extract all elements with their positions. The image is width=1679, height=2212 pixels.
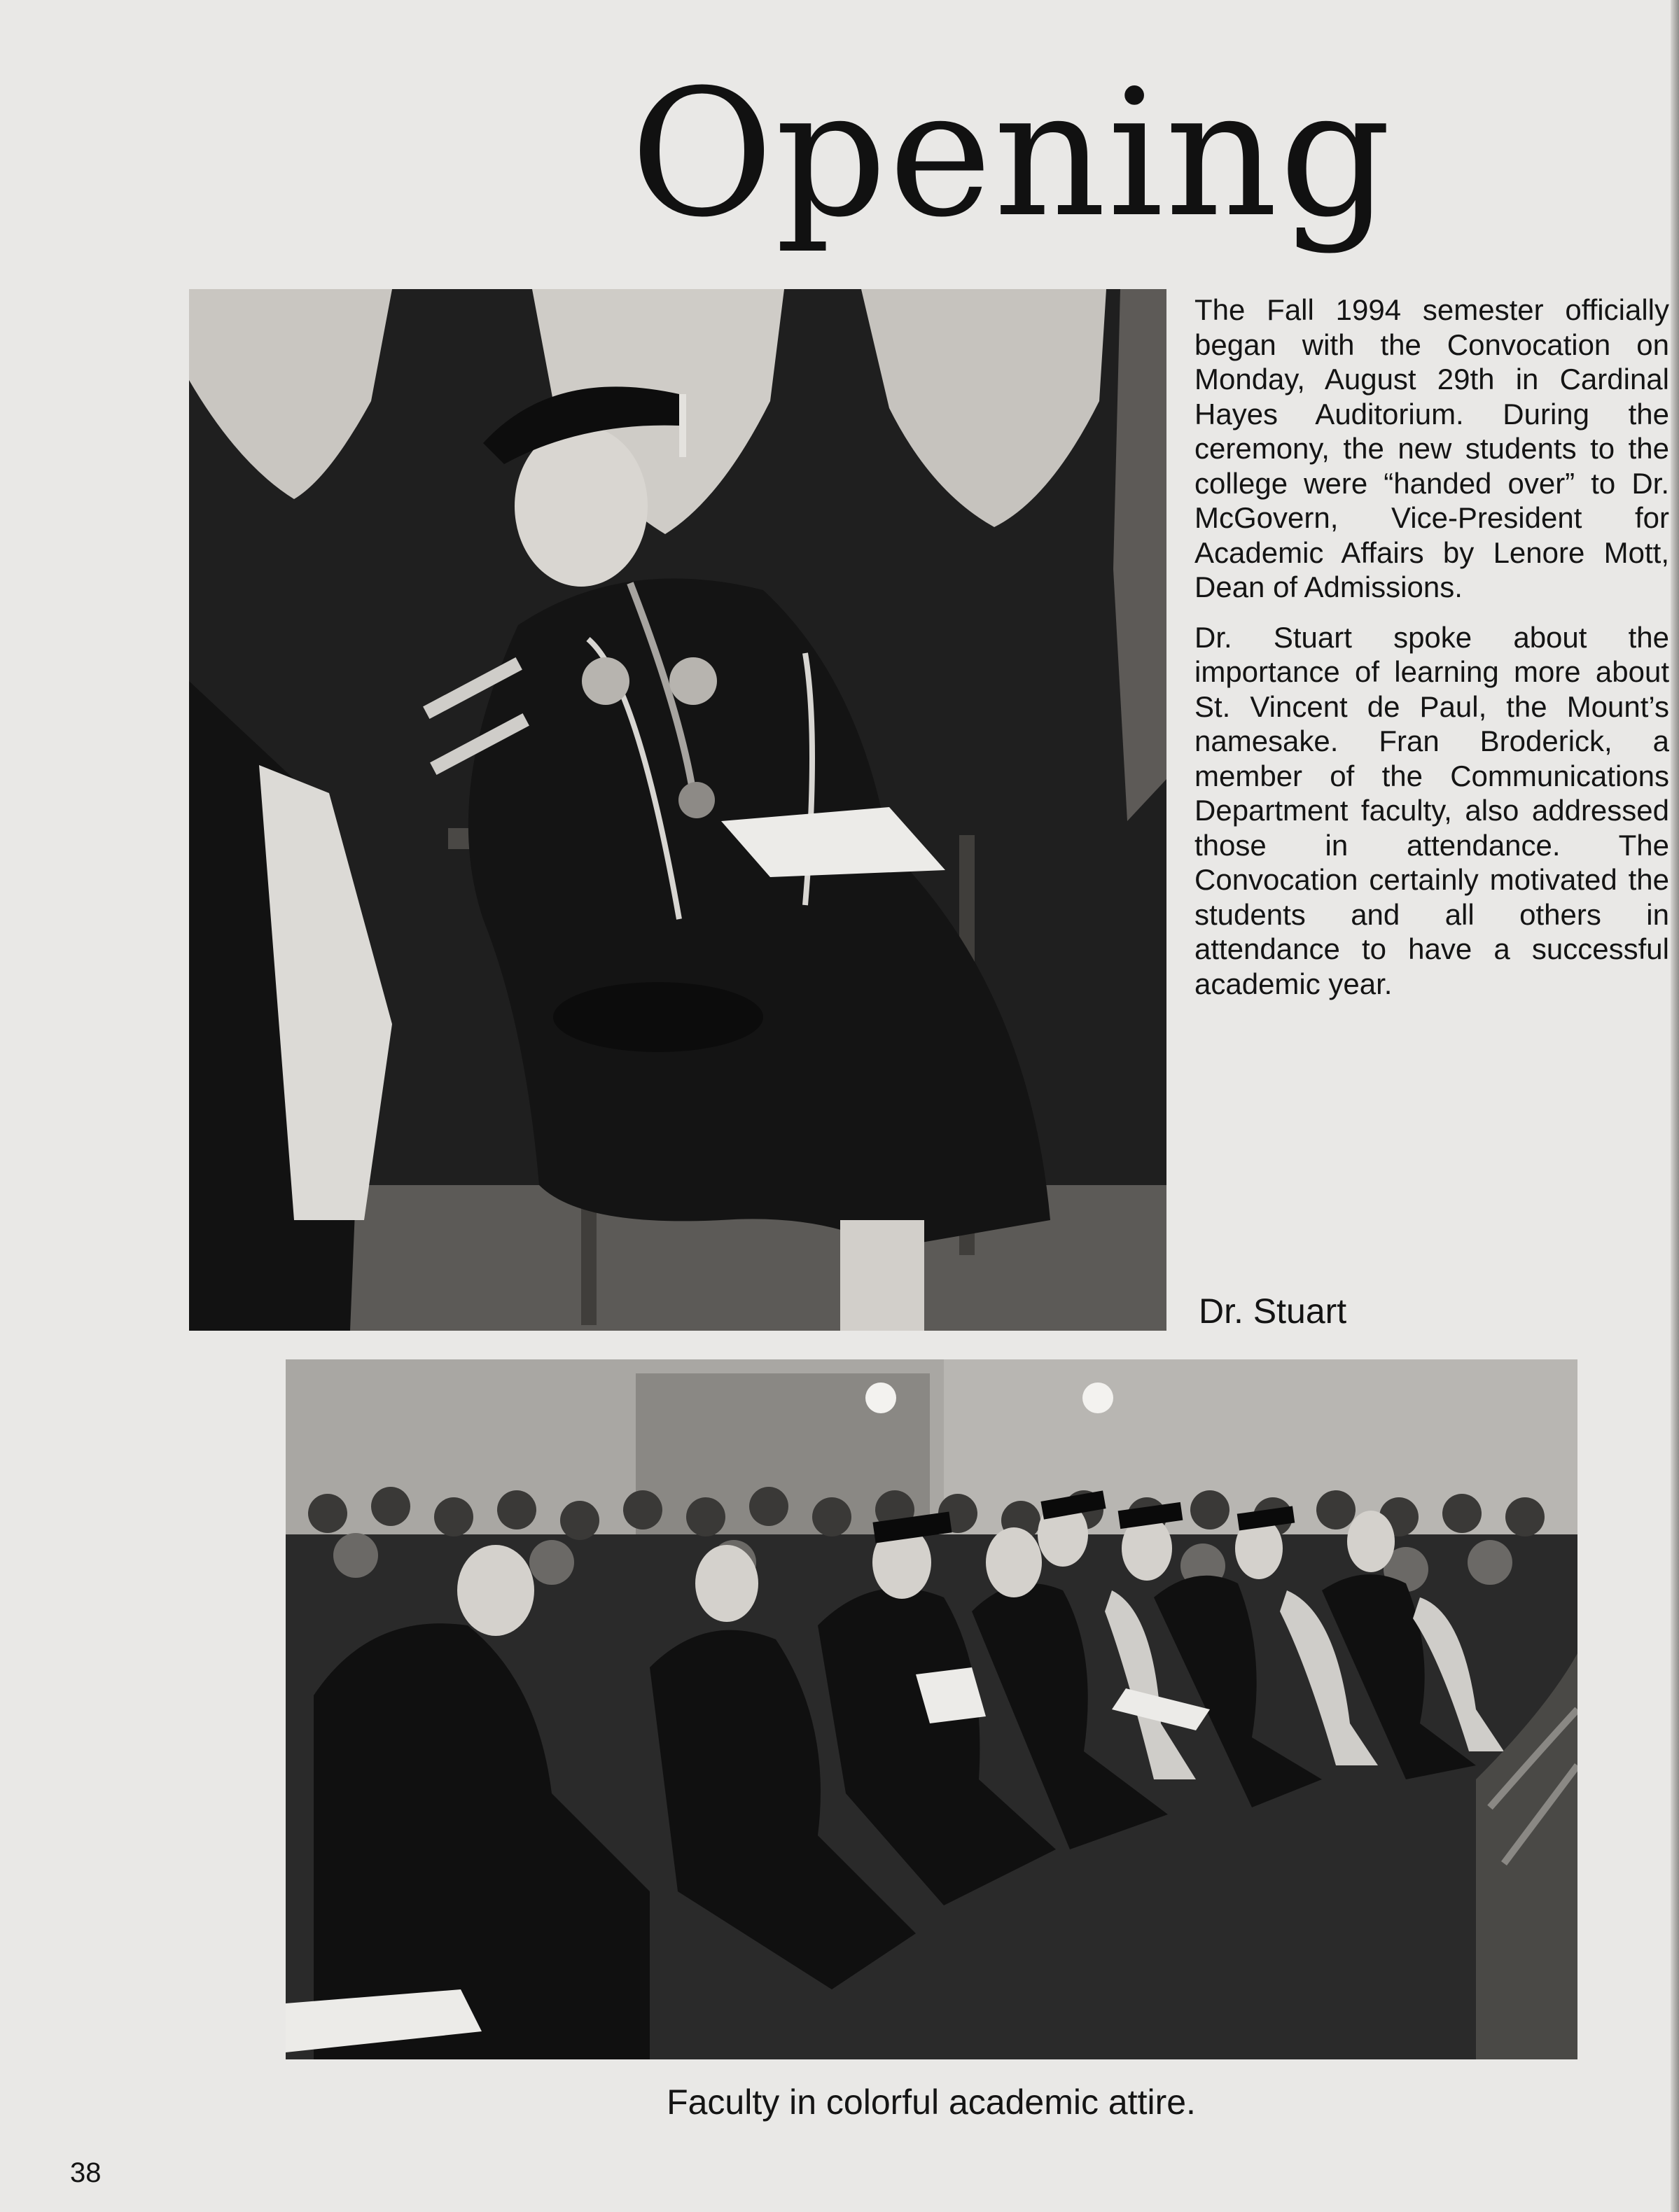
page-title: Opening [630, 52, 1393, 255]
faculty-caption: Faculty in colorful academic attire. [667, 2082, 1196, 2122]
dr-stuart-caption: Dr. Stuart [1199, 1292, 1347, 1331]
page-edge [1671, 0, 1679, 2212]
dr-stuart-photo [189, 289, 1166, 1331]
article-body [1194, 293, 1669, 1016]
page-number: 38 [70, 2157, 102, 2188]
faculty-photo [286, 1359, 1577, 2059]
article-paragraph-2: Dr. Stuart spoke about the importance of learning more about St. Vincent de Paul, the Mount’s namesake. Fran Broderick, a member of the Communications Department faculty, also addressed those in attendance. The Convocation certainly motivated the students and all others in attendance to have a successful academic year. [1194, 620, 1669, 1000]
article-paragraph-1: The Fall 1994 semester officially began with the Convocation on Monday, August 29th in Cardinal Hayes Auditorium. During the ceremony, the new students to the college were “handed over” to Dr. McGovern, Vice-President for Academic Affairs by Lenore Mott, Dean of Admissions. [1194, 293, 1669, 603]
